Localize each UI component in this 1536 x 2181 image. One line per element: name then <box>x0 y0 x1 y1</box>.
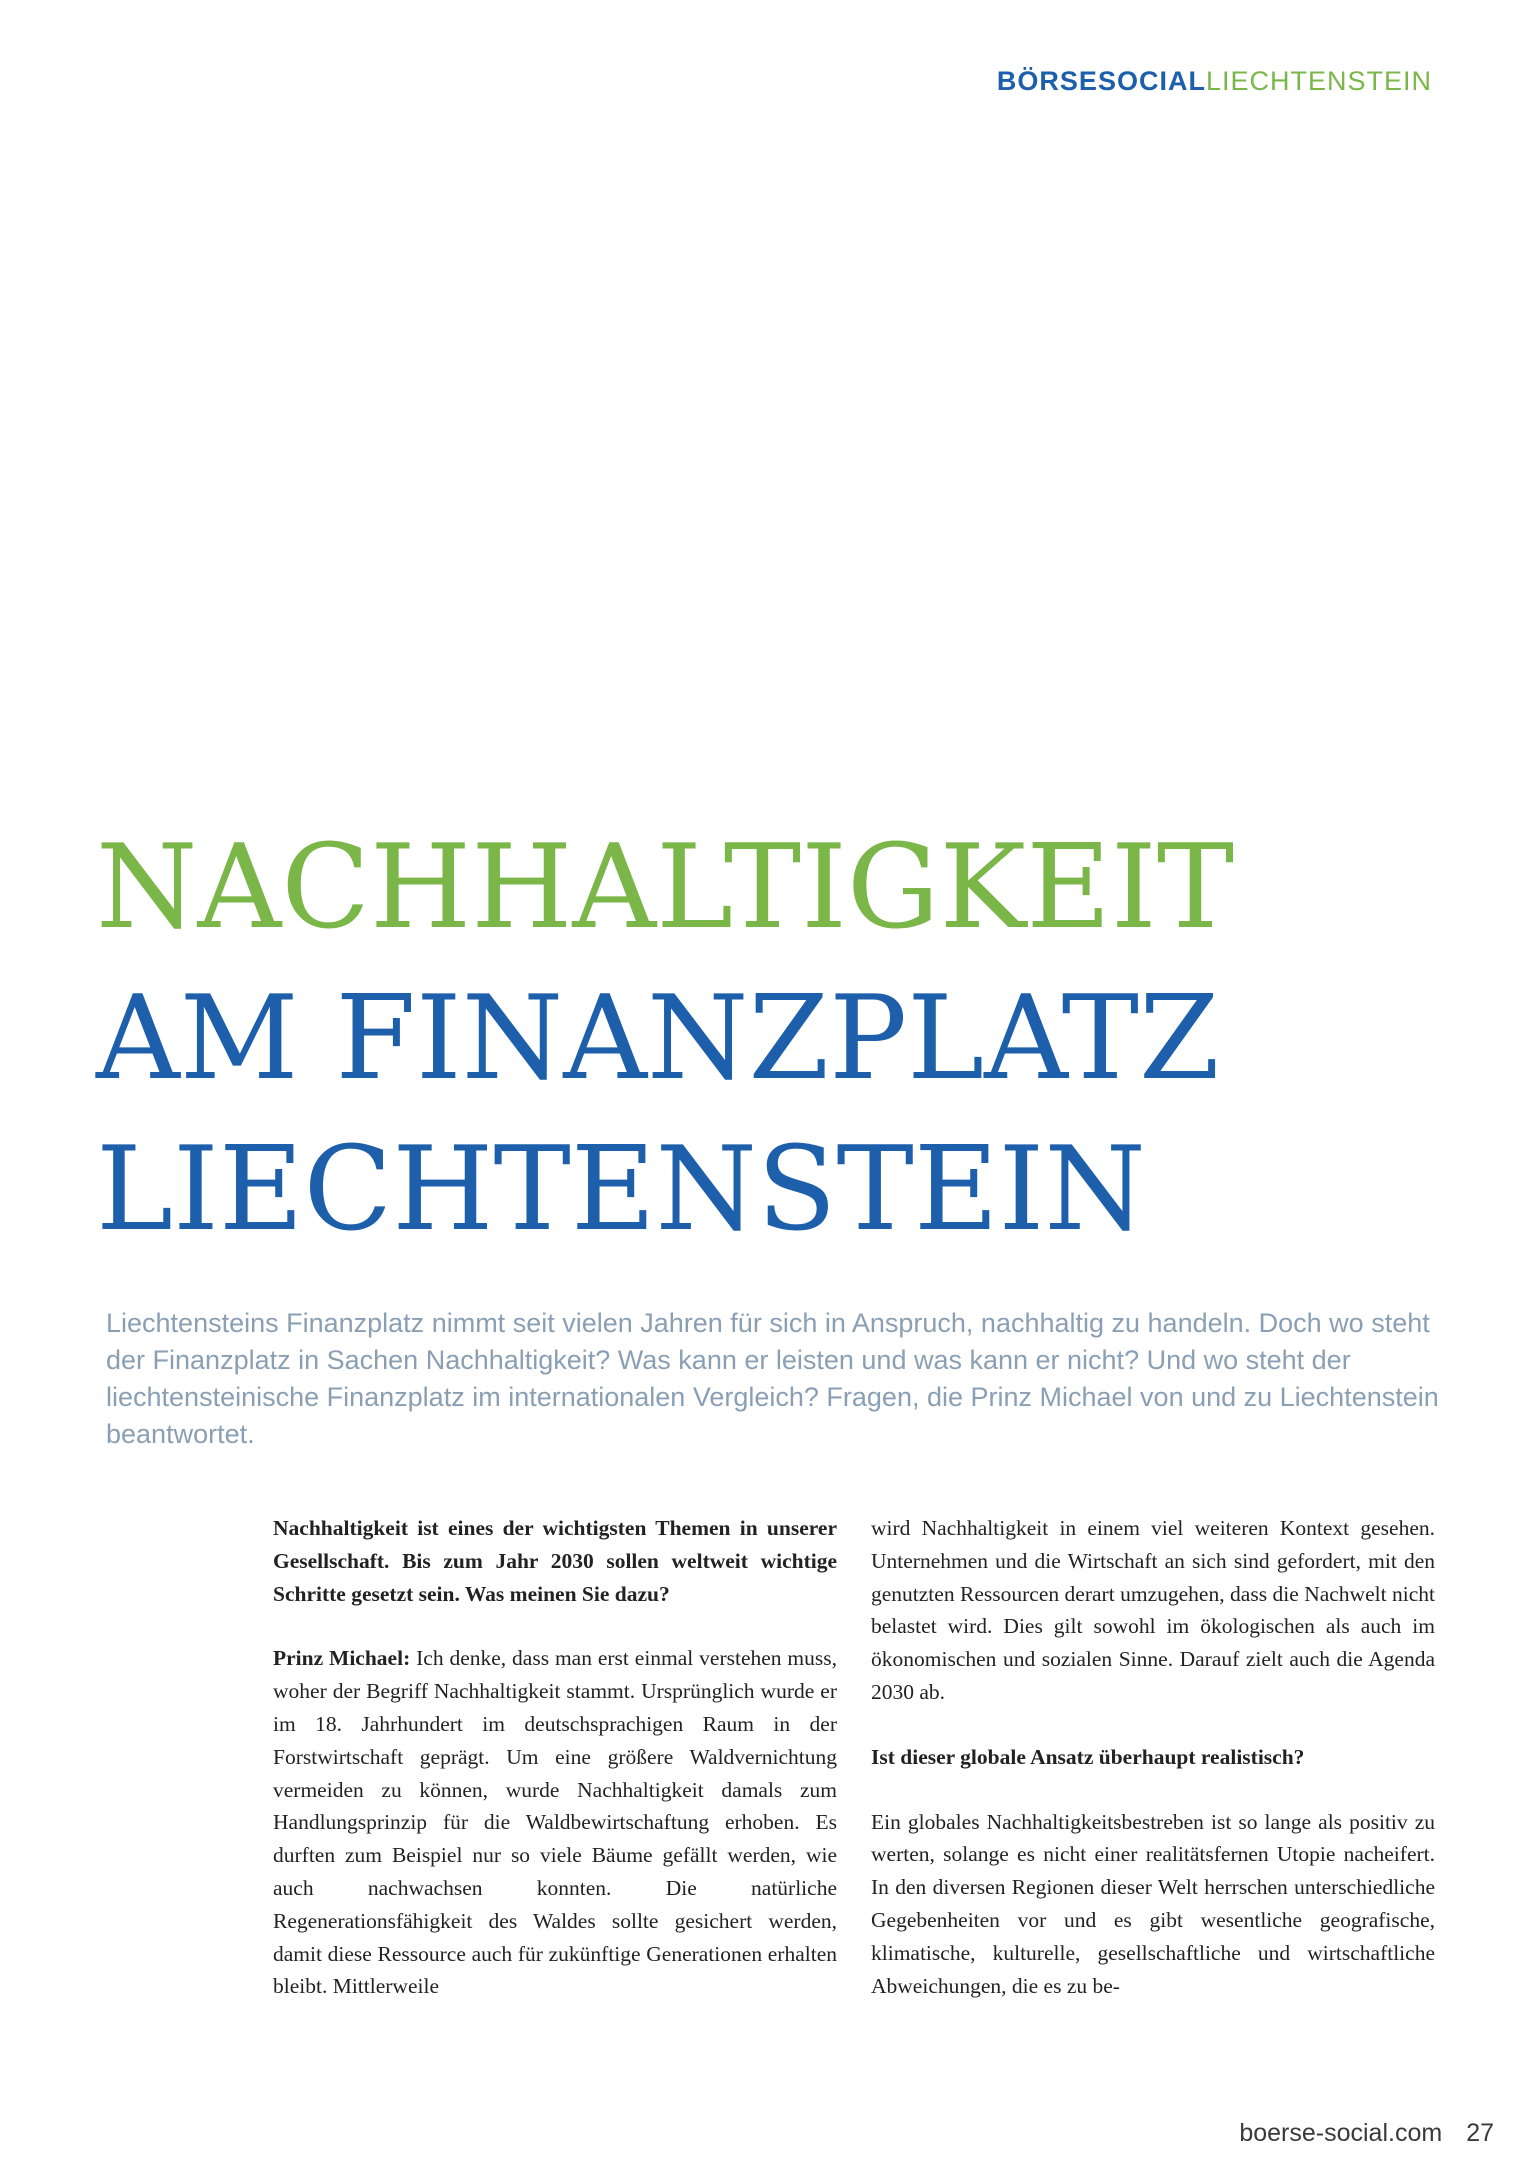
interview-question-2: Ist dieser globale Ansatz überhaupt realistisch? <box>871 1744 1305 1769</box>
interview-answer-2: Ein globales Nachhaltigkeitsbestreben ist so lange als positiv zu werten, solange es nicht einer realitätsfernen Utopie nacheifert. In den diversen Regionen dieser Welt herrschen unterschiedliche Gegebenheiten vor und es gibt wesentliche geografische, klimatische, kulturelle, gesellschaftliche und wirtschaftliche Abweichungen, die es zu be- <box>871 1809 1435 1998</box>
headline-line-2: AM FINANZPLATZ <box>96 971 1220 1106</box>
answer-speaker: Prinz Michael: <box>273 1646 411 1671</box>
masthead-brand: BÖRSESOCIAL <box>996 66 1206 96</box>
article-column-left <box>273 1512 837 2035</box>
interview-question-1: Nachhaltigkeit ist eines der wichtigsten Themen in unserer Gesellschaft. Bis zum Jahr 2030 sollen weltweit wichtige Schritte gesetzt sein. Was meinen Sie dazu? <box>273 1516 837 1606</box>
answer-1-text: Ich denke, dass man erst einmal verstehen muss, woher der Begriff Nachhaltigkeit stammt. Ursprünglich wurde er im 18. Jahrhundert im deutschsprachigen Raum in der Forstwirtschaft geprägt. Um eine größere Waldvernichtung vermeiden zu können, wurde Nachhaltigkeit damals zum Handlungsprinzip für die Waldbewirtschaftung erhoben. Es durften zum Beispiel nur so viele Bäume gefällt werden, wie auch nachwachsen konnten. Die natürliche Regenerationsfähigkeit des Waldes sollte gesichert werden, damit diese Ressource auch für zukünftige Generationen erhalten bleibt. Mittlerweile <box>273 1646 838 1999</box>
article-headline <box>96 812 1456 1265</box>
masthead <box>997 68 1432 95</box>
masthead-region: LIECHTENSTEIN <box>1205 66 1432 96</box>
interview-answer-1-continued: wird Nachhaltigkeit in einem viel weiteren Kontext gesehen. Unternehmen und die Wirtschaft an sich sind gefordert, mit den genutzten Ressourcen derart umzugehen, dass die Nachwelt nicht belastet wird. Dies gilt sowohl im ökologischen als auch im ökonomischen und sozialen Sinne. Darauf zielt auch die Agenda 2030 ab. <box>871 1516 1435 1704</box>
article-column-right <box>871 1512 1435 2034</box>
footer-url: boerse-social.com <box>1239 2119 1443 2147</box>
page-footer <box>1239 2119 1494 2148</box>
headline-line-3: LIECHTENSTEIN <box>96 1122 1146 1257</box>
headline-line-1: NACHHALTIGKEIT <box>96 820 1235 955</box>
interview-answer-1 <box>273 1642 837 2003</box>
page-number: 27 <box>1466 2119 1494 2147</box>
article-lead: Liechtensteins Finanzplatz nimmt seit vielen Jahren für sich in Anspruch, nachhaltig zu handeln. Doch wo steht der Finanzplatz in Sachen Nachhaltigkeit? Was kann er leisten und was kann er nicht? Und wo steht der liechtensteinische Finanzplatz im internationalen Vergleich? Fragen, die Prinz Michael von und zu Liechtenstein beantwortet. <box>106 1308 1439 1449</box>
